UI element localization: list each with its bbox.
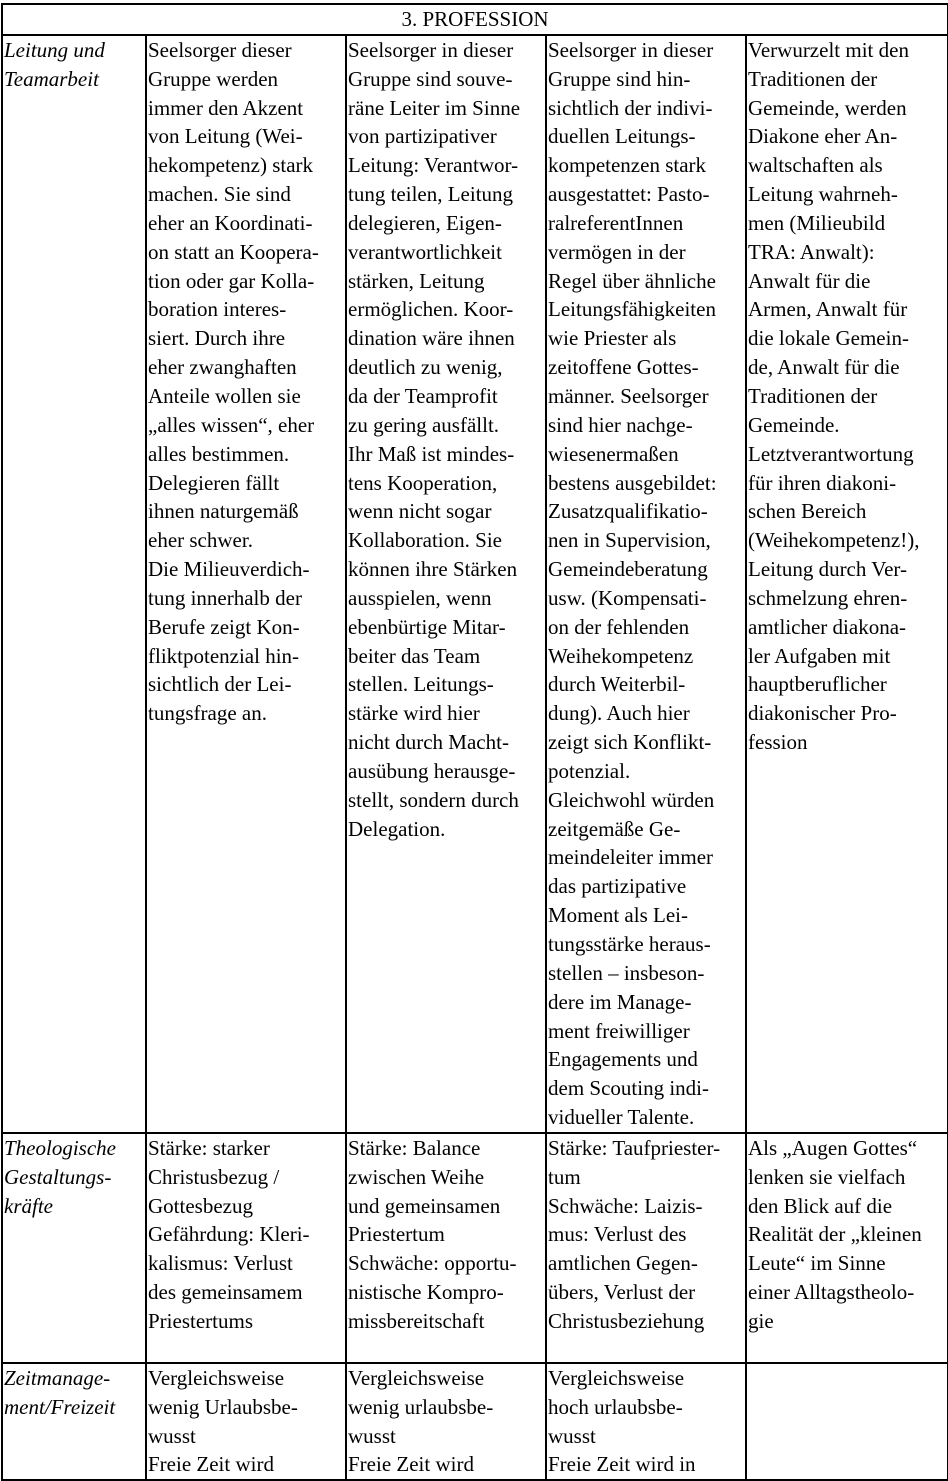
cell-text-line: Leitung wahrneh-: [748, 182, 898, 207]
cell-text-line: hoch urlaubsbe-: [548, 1394, 683, 1419]
cell-text-line: sichtlich der indivi-: [548, 95, 713, 120]
cell-text-line: Traditionen der: [748, 66, 878, 91]
cell-text-line: tung teilen, Leitung: [348, 182, 514, 207]
cell-text-line: kalismus: Verlust: [148, 1251, 293, 1276]
table-cell: [146, 1363, 346, 1480]
cell-text-line: meindeleiter immer: [548, 845, 714, 870]
cell-text-line: eher schwer.: [148, 528, 253, 553]
cell-text-line: ausgestattet: Pasto-: [548, 182, 710, 207]
cell-text-line: Letztverantwortung: [748, 441, 914, 466]
cell-text-line: Gottesbezug: [148, 1193, 253, 1218]
cell-text-line: de, Anwalt für die: [748, 355, 900, 380]
cell-text-line: sind hier nachge-: [548, 412, 693, 437]
cell-text-line: Schwäche: Laizis-: [548, 1193, 703, 1218]
cell-text-line: Delegation.: [348, 816, 446, 841]
cell-text-line: Delegieren fällt: [148, 470, 280, 495]
cell-text-line: können ihre Stärken: [348, 557, 518, 582]
profession-table: [1, 3, 948, 1481]
row-label: [2, 1363, 146, 1480]
row-label-line: Zeitmanage-: [4, 1365, 111, 1390]
table-row-leitung: [2, 35, 948, 1133]
cell-text-line: zeigt sich Konflikt-: [548, 730, 712, 755]
cell-text-line: Moment als Lei-: [548, 903, 688, 928]
table-row-theologie: [2, 1133, 948, 1363]
cell-text-line: wenn nicht sogar: [348, 499, 492, 524]
cell-text-line: bestens ausgebildet:: [548, 470, 717, 495]
cell-text-line: wenig urlaubsbe-: [348, 1394, 494, 1419]
cell-text-line: missbereitschaft: [348, 1308, 485, 1333]
cell-text-line: waltschaften als: [748, 153, 883, 178]
cell-text-line: männer. Seelsorger: [548, 383, 709, 408]
cell-text-line: tung innerhalb der: [148, 585, 302, 610]
cell-text-line: Realität der „kleinen: [748, 1222, 922, 1247]
cell-text-line: Freie Zeit wird: [348, 1452, 474, 1477]
table-cell: [346, 1363, 546, 1480]
cell-text-line: on der fehlenden: [548, 614, 690, 639]
cell-text-line: fession: [748, 730, 808, 755]
cell-text-line: übers, Verlust der: [548, 1280, 696, 1305]
cell-text-line: siert. Durch ihre: [148, 326, 286, 351]
cell-text-line: dung). Auch hier: [548, 701, 690, 726]
cell-text-line: wenig Urlaubsbe-: [148, 1394, 298, 1419]
table-cell: [746, 1363, 948, 1480]
cell-text-line: Schwäche: opportu-: [348, 1251, 517, 1276]
cell-text-line: vidueller Talente.: [548, 1105, 695, 1130]
cell-text-line: Anteile wollen sie: [148, 383, 301, 408]
cell-text-line: Engagements und: [548, 1047, 698, 1072]
cell-text-line: Vergleichsweise: [548, 1365, 685, 1390]
cell-text-line: Verwurzelt mit den: [748, 37, 909, 62]
cell-text-line: Seelsorger in dieser: [348, 37, 514, 62]
cell-text-line: ebenbürtige Mitar-: [348, 614, 506, 639]
cell-text-line: ausübung herausge-: [348, 758, 516, 783]
cell-text-line: lenken sie vielfach: [748, 1164, 906, 1189]
cell-text-line: Seelsorger in dieser: [548, 37, 714, 62]
cell-text-line: Freie Zeit wird: [148, 1452, 274, 1477]
cell-text-line: Diakone eher An-: [748, 124, 898, 149]
cell-text-line: Stärke: Balance: [348, 1135, 481, 1160]
cell-text-line: beiter das Team: [348, 643, 481, 668]
cell-text-line: zeitoffene Gottes-: [548, 355, 699, 380]
cell-text-line: amtlichen Gegen-: [548, 1251, 698, 1276]
cell-text-line: Freie Zeit wird in: [548, 1452, 696, 1477]
cell-text-line: nicht durch Macht-: [348, 730, 509, 755]
row-label-line: ment/Freizeit: [4, 1394, 116, 1419]
cell-text-line: tion oder gar Kolla-: [148, 268, 315, 293]
cell-text-line: mus: Verlust des: [548, 1222, 687, 1247]
cell-text-line: den Blick auf die: [748, 1193, 893, 1218]
cell-text-line: Vergleichsweise: [348, 1365, 485, 1390]
cell-text-line: für ihren diakoni-: [748, 470, 897, 495]
cell-text-line: durch Weiterbil-: [548, 672, 686, 697]
cell-text-line: Leitung: Verantwor-: [348, 153, 519, 178]
cell-text-line: die lokale Gemein-: [748, 326, 909, 351]
cell-text-line: eher zwanghaften: [148, 355, 297, 380]
table-cell: [346, 35, 546, 1133]
cell-text-line: delegieren, Eigen-: [348, 210, 502, 235]
cell-text-line: ment freiwilliger: [548, 1018, 690, 1043]
table-cell: [746, 35, 948, 1133]
cell-text-line: zeitgemäße Ge-: [548, 816, 681, 841]
cell-text-line: deutlich zu wenig,: [348, 355, 503, 380]
row-label-line: Theologische: [4, 1135, 116, 1160]
cell-text-line: immer den Akzent: [148, 95, 304, 120]
cell-text-line: zu gering ausfällt.: [348, 412, 500, 437]
cell-text-line: wiesenermaßen: [548, 441, 679, 466]
cell-text-line: Gemeinde.: [748, 412, 840, 437]
cell-text-line: (Weihekompetenz!),: [748, 528, 920, 553]
cell-text-line: ler Aufgaben mit: [748, 643, 891, 668]
cell-text-line: machen. Sie sind: [148, 182, 291, 207]
table-header-row: [2, 4, 948, 35]
cell-text-line: Priestertum: [348, 1222, 445, 1247]
cell-text-line: potenzial.: [548, 758, 631, 783]
cell-text-line: Leitung durch Ver-: [748, 557, 907, 582]
cell-text-line: alles bestimmen.: [148, 441, 290, 466]
cell-text-line: zwischen Weihe: [348, 1164, 485, 1189]
cell-text-line: fliktpotenzial hin-: [148, 643, 300, 668]
row-label-line: Teamarbeit: [4, 66, 99, 91]
cell-text-line: stärken, Leitung: [348, 268, 485, 293]
cell-text-line: Anwalt für die: [748, 268, 871, 293]
cell-text-line: ermöglichen. Koor-: [348, 297, 514, 322]
cell-text-line: Regel über ähnliche: [548, 268, 716, 293]
row-label-line: Leitung und: [4, 37, 105, 62]
cell-text-line: dination wäre ihnen: [348, 326, 515, 351]
cell-text-line: Stärke: Taufpriester-: [548, 1135, 721, 1160]
cell-text-line: tens Kooperation,: [348, 470, 498, 495]
cell-text-line: dem Scouting indi-: [548, 1076, 709, 1101]
table-cell: [546, 1133, 746, 1363]
table-cell: [746, 1133, 948, 1363]
cell-text-line: nistische Kompro-: [348, 1280, 504, 1305]
cell-text-line: Gruppe sind souve-: [348, 66, 513, 91]
cell-text-line: boration interes-: [148, 297, 287, 322]
cell-text-line: Leute“ im Sinne: [748, 1251, 886, 1276]
cell-text-line: men (Milieubild: [748, 210, 886, 235]
cell-text-line: von partizipativer: [348, 124, 497, 149]
cell-text-line: stellen – insbeson-: [548, 960, 705, 985]
section-title: 3. PROFESSION: [2, 4, 948, 35]
row-label: [2, 1133, 146, 1363]
cell-text-line: hekompetenz) stark: [148, 153, 314, 178]
cell-text-line: Gruppe werden: [148, 66, 279, 91]
cell-text-line: duellen Leitungs-: [548, 124, 696, 149]
cell-text-line: von Leitung (Wei-: [148, 124, 303, 149]
table-cell: [546, 35, 746, 1133]
cell-text-line: sichtlich der Lei-: [148, 672, 292, 697]
cell-text-line: Als „Augen Gottes“: [748, 1135, 918, 1160]
cell-text-line: Leitungsfähigkeiten: [548, 297, 716, 322]
table-cell: [146, 35, 346, 1133]
cell-text-line: ihnen naturgemäß: [148, 499, 299, 524]
cell-text-line: Stärke: starker: [148, 1135, 270, 1160]
cell-text-line: eher an Koordinati-: [148, 210, 313, 235]
cell-text-line: schen Bereich: [748, 499, 867, 524]
cell-text-line: tungsfrage an.: [148, 701, 267, 726]
cell-text-line: schmelzung ehren-: [748, 585, 908, 610]
cell-text-line: Weihekompetenz: [548, 643, 694, 668]
table-row-zeitmanagement: [2, 1363, 948, 1480]
cell-text-line: Seelsorger dieser: [148, 37, 292, 62]
cell-text-line: Berufe zeigt Kon-: [148, 614, 300, 639]
cell-text-line: und gemeinsamen: [348, 1193, 501, 1218]
cell-text-line: stellt, sondern durch: [348, 787, 519, 812]
cell-text-line: Gleichwohl würden: [548, 787, 715, 812]
cell-text-line: Christusbeziehung: [548, 1308, 705, 1333]
cell-text-line: räne Leiter im Sinne: [348, 95, 521, 120]
cell-text-line: stellen. Leitungs-: [348, 672, 494, 697]
row-label-line: Gestaltungs-: [4, 1164, 112, 1189]
cell-text-line: dere im Manage-: [548, 989, 692, 1014]
cell-text-line: stärke wird hier: [348, 701, 480, 726]
cell-text-line: Armen, Anwalt für: [748, 297, 908, 322]
cell-text-line: Priestertums: [148, 1308, 253, 1333]
cell-text-line: Zusatzqualifikatio-: [548, 499, 708, 524]
cell-text-line: amtlicher diakona-: [748, 614, 907, 639]
cell-text-line: Gefährdung: Kleri-: [148, 1222, 310, 1247]
cell-text-line: Gemeindeberatung: [548, 557, 708, 582]
cell-text-line: wusst: [348, 1423, 396, 1448]
cell-text-line: Christusbezug /: [148, 1164, 280, 1189]
cell-text-line: wusst: [548, 1423, 596, 1448]
cell-text-line: einer Alltagstheolo-: [748, 1280, 915, 1305]
cell-text-line: tum: [548, 1164, 581, 1189]
table-cell: [546, 1363, 746, 1480]
cell-text-line: diakonischer Pro-: [748, 701, 897, 726]
cell-text-line: nen in Supervision,: [548, 528, 711, 553]
row-label: [2, 35, 146, 1133]
cell-text-line: TRA: Anwalt):: [748, 239, 875, 264]
cell-text-line: usw. (Kompensati-: [548, 585, 707, 610]
cell-text-line: gie: [748, 1308, 774, 1333]
cell-text-line: des gemeinsamem: [148, 1280, 303, 1305]
cell-text-line: hauptberuflicher: [748, 672, 887, 697]
cell-text-line: da der Teamprofit: [348, 383, 498, 408]
cell-text-line: Die Milieuverdich-: [148, 557, 310, 582]
cell-text-line: Vergleichsweise: [148, 1365, 285, 1390]
cell-text-line: on statt an Koopera-: [148, 239, 319, 264]
cell-text-line: tungsstärke heraus-: [548, 932, 711, 956]
cell-text-line: Kollaboration. Sie: [348, 528, 502, 553]
cell-text-line: Gruppe sind hin-: [548, 66, 691, 91]
cell-text-line: ausspielen, wenn: [348, 585, 492, 610]
row-label-line: kräfte: [4, 1193, 53, 1218]
table-cell: [346, 1133, 546, 1363]
cell-text-line: kompetenzen stark: [548, 153, 707, 178]
cell-text-line: Gemeinde, werden: [748, 95, 907, 120]
cell-text-line: verantwortlichkeit: [348, 239, 502, 264]
cell-text-line: das partizipative: [548, 874, 687, 899]
cell-text-line: wie Priester als: [548, 326, 677, 351]
cell-text-line: vermögen in der: [548, 239, 686, 264]
cell-text-line: Ihr Maß ist mindes-: [348, 441, 515, 466]
cell-text-line: wusst: [148, 1423, 196, 1448]
table-cell: [146, 1133, 346, 1363]
cell-text-line: Traditionen der: [748, 383, 878, 408]
cell-text-line: ralreferentInnen: [548, 210, 684, 235]
cell-text-line: „alles wissen“, eher: [148, 412, 315, 437]
